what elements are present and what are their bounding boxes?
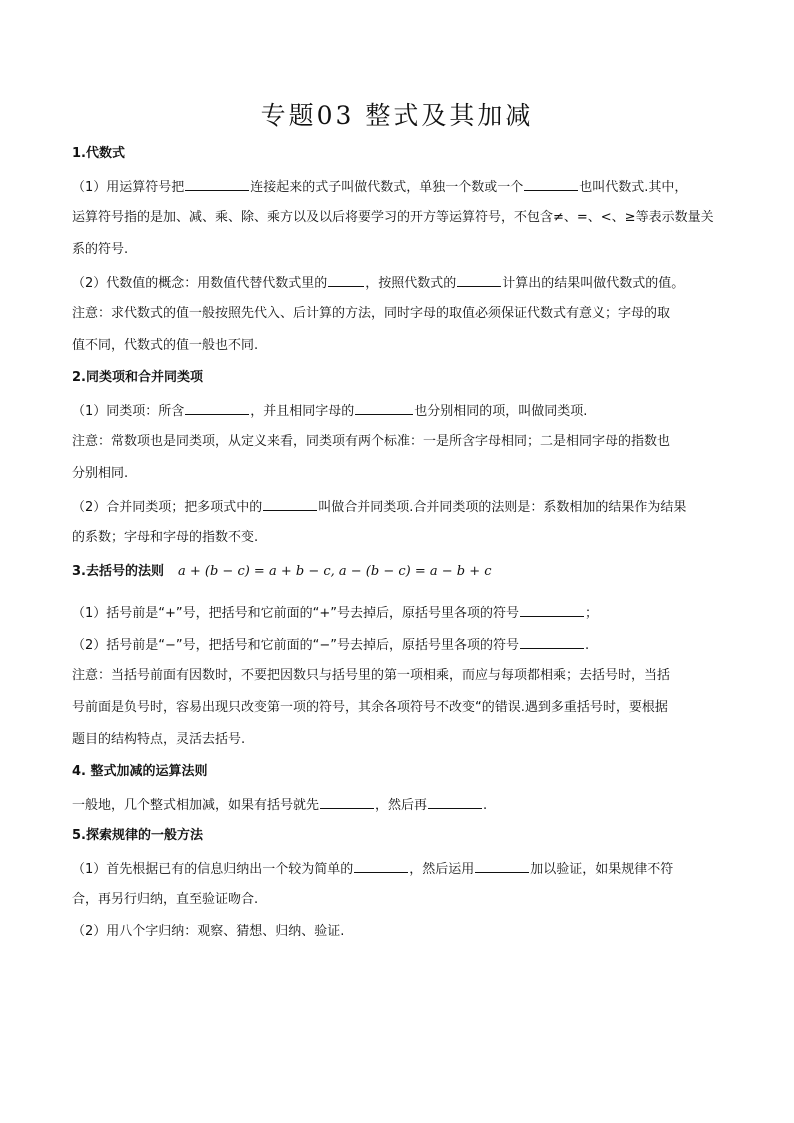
fill-blank <box>520 634 584 649</box>
note-3-line-3: 题目的结构特点，灵活去括号. <box>72 732 246 747</box>
text: 一般地，几个整式相加减，如果有括号就先 <box>72 798 320 813</box>
section-heading-3 <box>72 562 492 582</box>
fill-blank <box>457 272 501 287</box>
fill-blank <box>185 176 249 191</box>
text: （2）括号前是“−”号，把括号和它前面的“−”号去掉后，原括号里各项的符号 <box>72 638 519 653</box>
paragraph-5-2: （2）用八个字归纳：观察、猜想、归纳、验证. <box>72 924 345 939</box>
text: （1）用运算符号把 <box>72 180 185 195</box>
fill-blank <box>520 602 584 617</box>
text: 加以验证，如果规律不符 <box>530 862 674 877</box>
text: （2）代数值的概念：用数值代替代数式里的 <box>72 276 328 291</box>
fill-blank <box>263 496 317 511</box>
text: 计算出的结果叫做代数式的值。 <box>502 276 685 291</box>
section-heading-2: 2.同类项和合并同类项 <box>72 370 203 385</box>
text: 连接起来的式子叫做代数式，单独一个数或一个 <box>250 180 524 195</box>
note-3-line-2: 号前面是负号时，容易出现只改变第一项的符号，其余各项符号不改变“的错误.遇到多重括号时，要根据 <box>72 700 668 715</box>
text: ，然后运用 <box>409 862 475 877</box>
fill-blank <box>428 794 482 809</box>
text: ，按照代数式的 <box>365 276 457 291</box>
text: ； <box>585 606 599 621</box>
paragraph-1-1-line-2: 运算符号指的是加、减、乘、除、乘方以及以后将要学习的开方等运算符号，不包含≠、=、<、≥等表示数量关 <box>72 210 714 225</box>
note-3-line-1: 注意：当括号前面有因数时，不要把因数只与括号里的第一项相乘，而应与每项都相乘；去括号时，当括 <box>72 668 671 683</box>
paragraph-2-2 <box>72 496 722 518</box>
fill-blank <box>355 400 413 415</box>
text: ，然后再 <box>375 798 428 813</box>
note-2-line-2: 分别相同. <box>72 466 129 481</box>
paragraph-3-1 <box>72 602 722 624</box>
section-heading-4: 4. 整式加减的运算法则 <box>72 764 208 779</box>
note-2-line-1: 注意：常数项也是同类项，从定义来看，同类项有两个标准：一是所含字母相同；二是相同字母的指数也 <box>72 434 671 449</box>
formula: a + (b − c) = a + b − c, a − (b − c) = a − b + c <box>177 564 492 579</box>
paragraph-4-1 <box>72 794 722 816</box>
heading-text: 3.去括号的法则 <box>72 564 164 579</box>
fill-blank <box>328 272 364 287</box>
paragraph-1-1-line-3: 系的符号. <box>72 242 129 257</box>
fill-blank <box>320 794 374 809</box>
note-1-line-1: 注意：求代数式的值一般按照先代入、后计算的方法，同时字母的取值必须保证代数式有意义；字母的取 <box>72 306 671 321</box>
paragraph-1-1-line-1 <box>72 176 722 198</box>
text: 也分别相同的项，叫做同类项. <box>414 404 588 419</box>
section-heading-5: 5.探索规律的一般方法 <box>72 828 203 843</box>
text: （1）同类项：所含 <box>72 404 185 419</box>
text: （1）首先根据已有的信息归纳出一个较为简单的 <box>72 862 354 877</box>
note-1-line-2: 值不同，代数式的值一般也不同. <box>72 338 259 353</box>
fill-blank <box>354 858 408 873</box>
text: . <box>483 798 488 813</box>
text: 也叫代数式.其中， <box>579 180 688 195</box>
paragraph-3-2 <box>72 634 722 656</box>
fill-blank <box>185 400 249 415</box>
paragraph-5-1 <box>72 858 722 880</box>
section-heading-1: 1.代数式 <box>72 146 125 161</box>
fill-blank <box>524 176 578 191</box>
paragraph-5-1-line-2: 合，再另行归纳，直至验证吻合. <box>72 892 259 907</box>
page-title: 专题03 整式及其加减 <box>260 101 534 130</box>
text: （2）合并同类项；把多项式中的 <box>72 500 263 515</box>
text: . <box>585 638 590 653</box>
paragraph-2-2-line-2: 的系数；字母和字母的指数不变. <box>72 530 259 545</box>
fill-blank <box>475 858 529 873</box>
text: 叫做合并同类项.合并同类项的法则是：系数相加的结果作为结果 <box>318 500 687 515</box>
paragraph-2-1 <box>72 400 722 422</box>
text: ，并且相同字母的 <box>250 404 355 419</box>
paragraph-1-2 <box>72 272 722 294</box>
text: （1）括号前是“+”号，把括号和它前面的“+”号去掉后，原括号里各项的符号 <box>72 606 519 621</box>
